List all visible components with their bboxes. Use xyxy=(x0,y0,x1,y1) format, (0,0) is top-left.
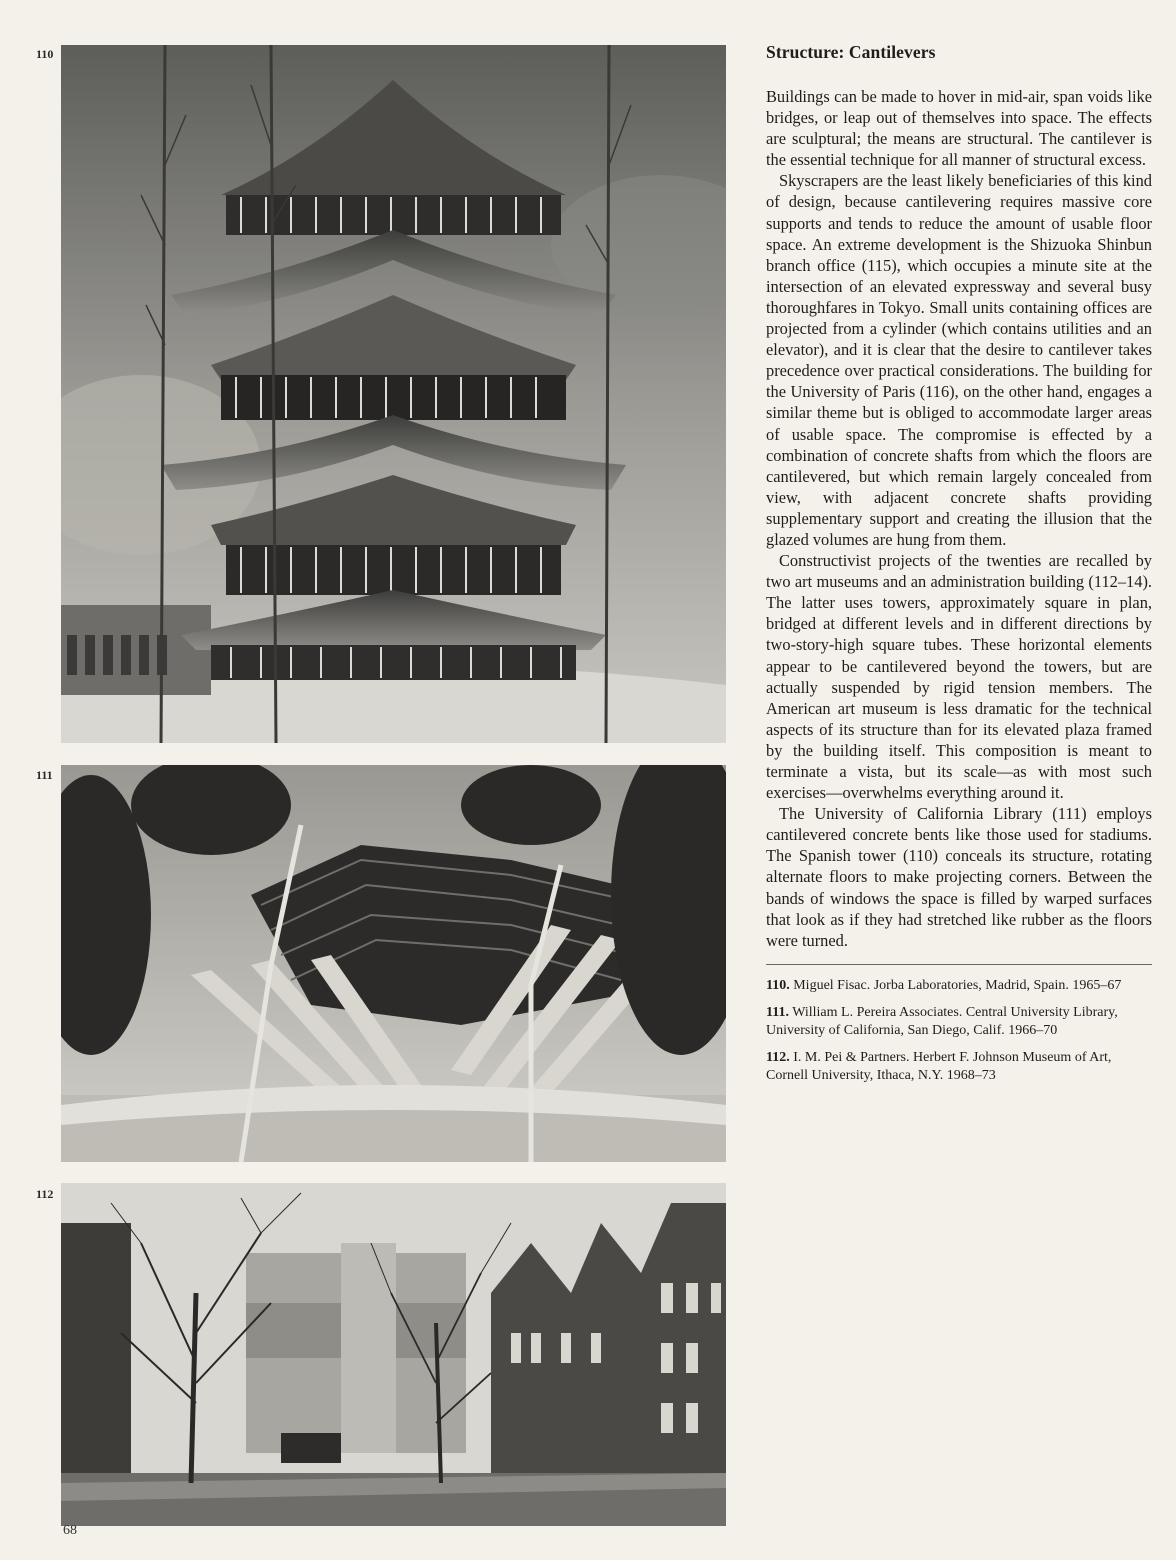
caption-text: I. M. Pei & Partners. Herbert F. Johnson Museum of Art, Cornell University, Ithaca, N.Y. 1968–73 xyxy=(766,1049,1112,1083)
plate-number-110: 110 xyxy=(36,47,54,61)
photo-jorba-laboratories xyxy=(61,45,726,743)
body-paragraph-2: Skyscrapers are the least likely beneficiaries of this kind of design, because cantilevering requires massive core supports and tends to reduce the amount of usable floor space. An extreme development is the Shizuoka Shinbun branch office (115), which occupies a minute site at the intersection of an elevated expressway and several busy thoroughfares in Tokyo. Small units containing offices are projected from a cylinder (which contains utilities and an elevator), and it is clear that the desire to cantilever takes precedence over practical considerations. The building for the University of Paris (116), on the other hand, engages a similar theme but is obliged to accommodate larger areas of usable space. The compromise is effected by a combination of concrete shafts from which the floors are cantilevered, but which remain largely concealed from view, with adjacent concrete shafts providing supplementary support and creating the illusion that the glazed volumes are hung from them. xyxy=(766,171,1152,549)
photo-johnson-museum xyxy=(61,1183,726,1526)
caption-number: 112. xyxy=(766,1049,790,1065)
caption-111 xyxy=(766,1004,1152,1040)
caption-divider xyxy=(766,964,1152,965)
caption-110 xyxy=(766,977,1152,995)
plate-number-112: 112 xyxy=(36,1187,54,1201)
caption-112 xyxy=(766,1049,1152,1085)
caption-text: William L. Pereira Associates. Central University Library, University of California, San Diego, Calif. 1966–70 xyxy=(766,1004,1118,1038)
caption-number: 111. xyxy=(766,1004,789,1020)
body-paragraph-3: Constructivist projects of the twenties are recalled by two art museums and an administration building (112–14). The latter uses towers, approximately square in plan, bridged at different levels and in different directions by two-story-high square tubes. These horizontal elements appear to be cantilevered beyond the towers, but are actually suspended by rigid tension members. The American art museum is less dramatic for the technical aspects of its structure than for its elevated plaza framed by the building itself. This composition is meant to terminate a vista, but its scale—as with most such exercises—overwhelms everything around it. xyxy=(766,551,1152,803)
caption-text: Miguel Fisac. Jorba Laboratories, Madrid, Spain. 1965–67 xyxy=(793,977,1122,993)
caption-number: 110. xyxy=(766,977,790,993)
plate-number-111: 111 xyxy=(36,768,53,782)
page-number: 68 xyxy=(63,1523,77,1538)
body-paragraph-1: Buildings can be made to hover in mid-air, span voids like bridges, or leap out of themselves into space. The effects are sculptural; the means are structural. The cantilever is the essential technique for all manner of structural excess. xyxy=(766,87,1152,170)
section-heading: Structure: Cantilevers xyxy=(766,42,936,62)
text-column xyxy=(766,42,1152,1094)
photo-ucsd-central-library xyxy=(61,765,726,1162)
body-paragraph-4: The University of California Library (111) employs cantilevered concrete bents like those used for stadiums. The Spanish tower (110) conceals its structure, rotating alternate floors to make projecting corners. Between the bands of windows the space is filled by warped surfaces that look as if they had stretched like rubber as the floors were turned. xyxy=(766,804,1152,950)
